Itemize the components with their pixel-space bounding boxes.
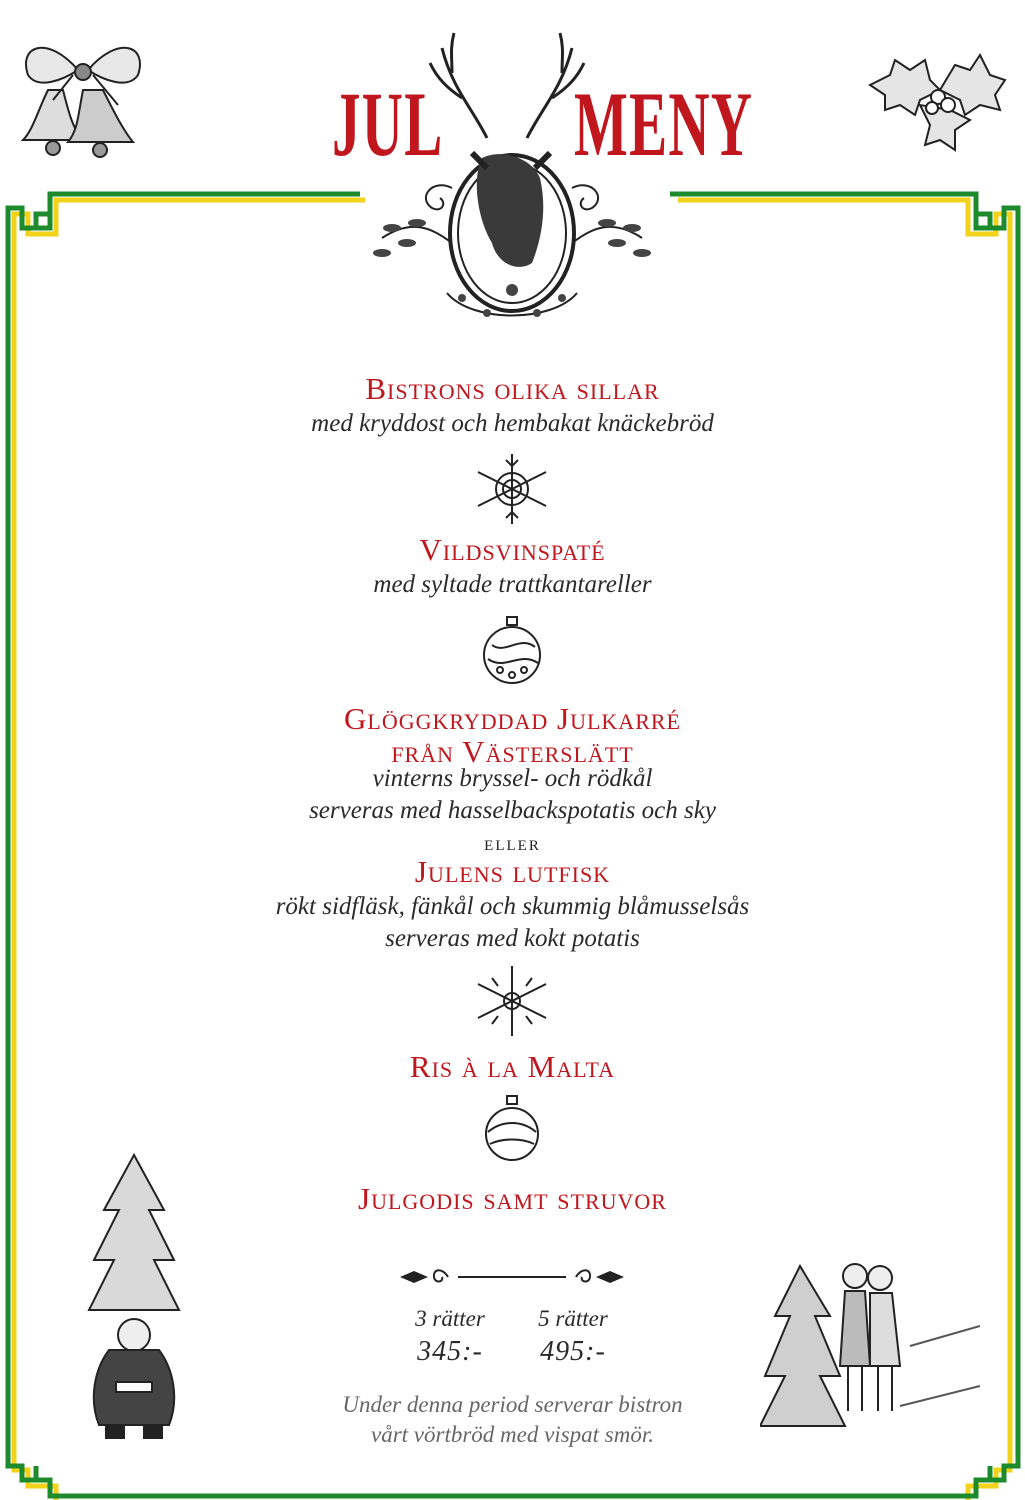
note-line: Under denna period serverar bistron	[342, 1392, 683, 1417]
course-desc: vinterns bryssel- och rödkål	[372, 765, 653, 792]
course-desc: serveras med kokt potatis	[385, 925, 640, 952]
price-label: 5 rätter	[538, 1306, 608, 1331]
snowflake-icon	[472, 452, 552, 526]
separator-eller: eller	[484, 830, 541, 855]
children-tree-icon	[760, 1256, 980, 1456]
course-desc: med syltade trattkantareller	[373, 571, 652, 598]
divider-flourish-icon	[398, 1264, 626, 1290]
course-desc: rökt sidfläsk, fänkål och skummig blåmusselsås	[275, 893, 750, 920]
price-label: 3 rätter	[415, 1306, 485, 1331]
bells-bow-icon	[8, 30, 158, 160]
course-desc: serveras med hasselbackspotatis och sky	[309, 797, 716, 824]
course-desc: med kryddost och hembakat knäckebröd	[311, 410, 714, 437]
reindeer-head-icon	[322, 28, 702, 338]
price-value: 345:-	[417, 1336, 483, 1367]
course-title: Ris à la Malta	[409, 1049, 616, 1084]
note-line: vårt vörtbröd med vispat smör.	[370, 1422, 655, 1447]
holly-icon	[860, 35, 1010, 155]
santa-icon	[64, 1150, 209, 1440]
course-title: från Västerslätt	[391, 734, 634, 769]
price-3-courses	[390, 1306, 510, 1368]
course-title: Julens lutfisk	[414, 854, 611, 889]
course-title: Julgodis samt struvor	[358, 1181, 667, 1216]
price-5-courses	[513, 1306, 633, 1368]
snowflake-icon	[472, 964, 552, 1038]
ornament-icon	[482, 1094, 542, 1166]
course-title: Bistrons olika sillar	[365, 371, 660, 406]
course-title: Glöggkryddad Julkarré	[344, 701, 681, 736]
price-value: 495:-	[540, 1336, 606, 1367]
course-title: Vildsvinspaté	[419, 532, 606, 567]
title-right: MENY	[574, 73, 754, 175]
ornament-icon	[480, 615, 544, 687]
title-left: JUL	[332, 73, 444, 175]
